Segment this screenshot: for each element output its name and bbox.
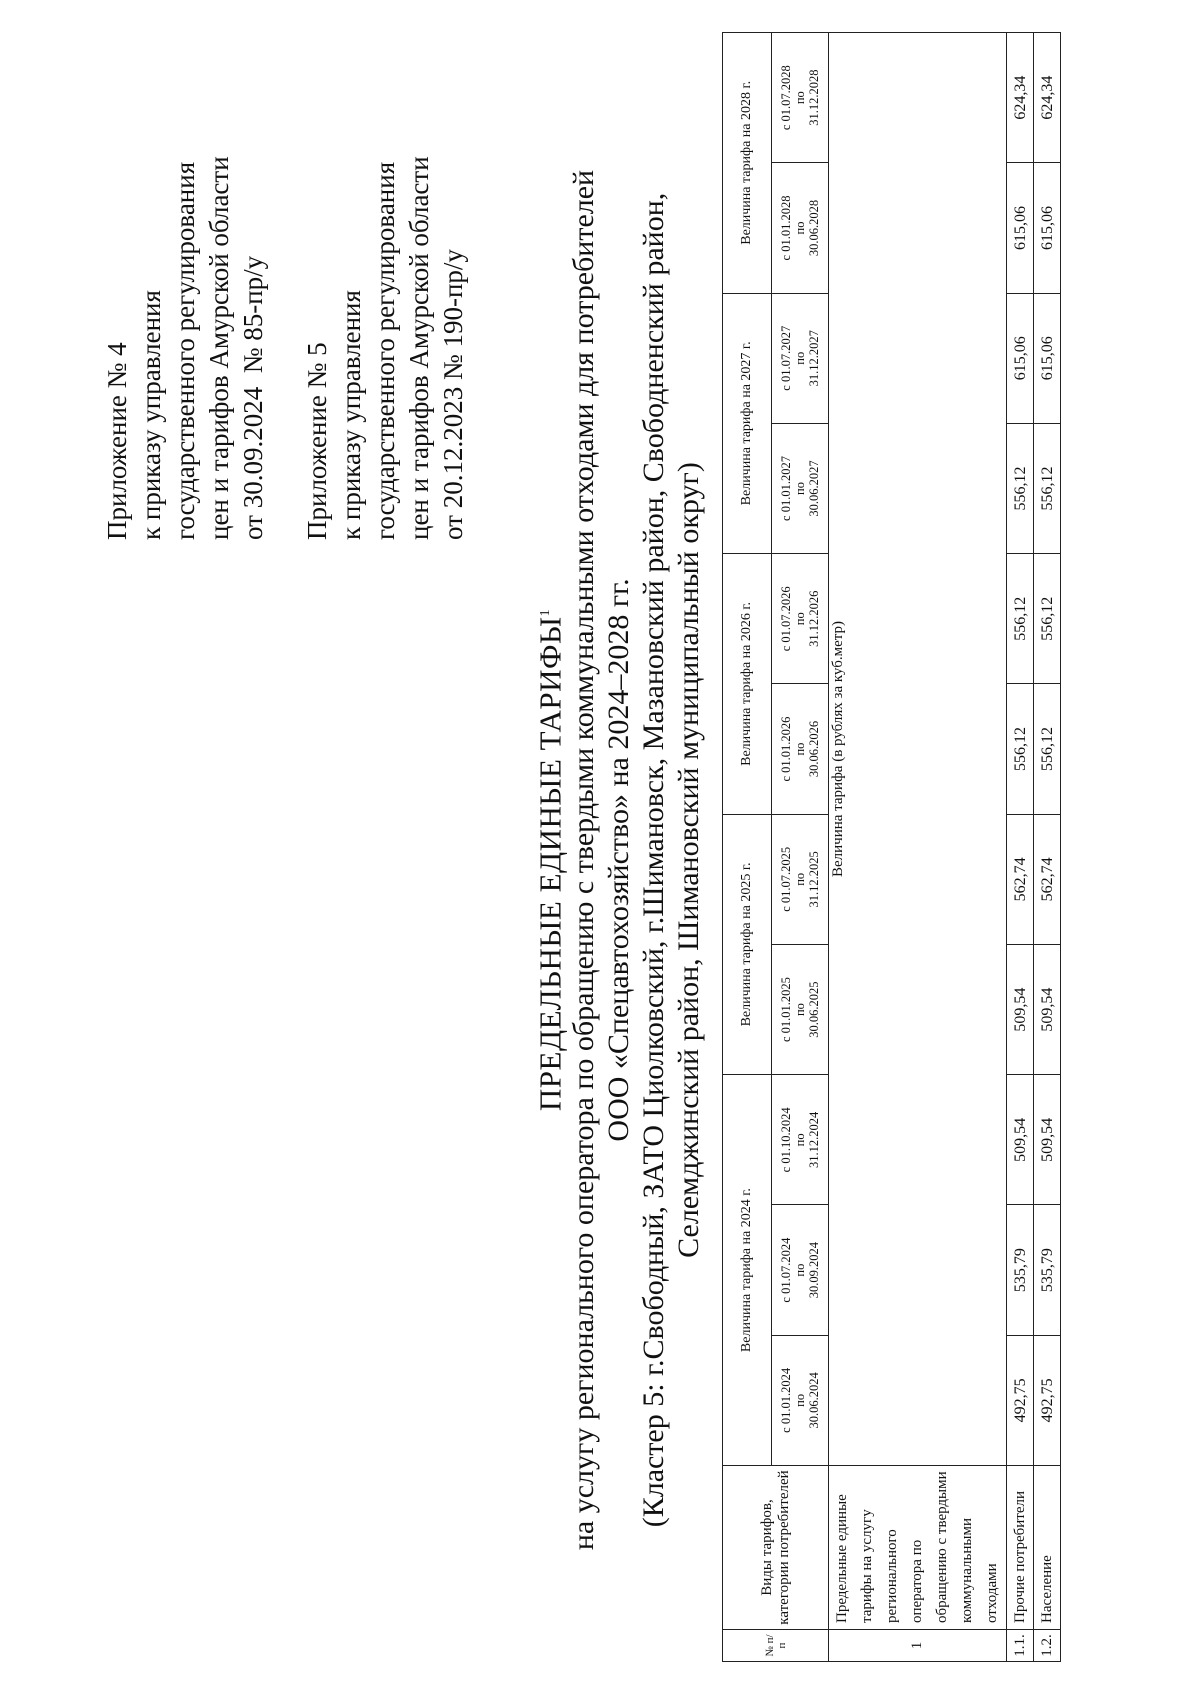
period-header [772, 684, 829, 814]
period-from: с 01.07.2025 [779, 846, 793, 912]
period-to: 31.12.2026 [807, 590, 821, 647]
col-number-header: № п/п [723, 1630, 829, 1662]
table-body [829, 33, 1061, 1662]
appendix-5-line: Приложение № 5 [302, 342, 332, 540]
section-category-line: отходами [984, 1563, 1000, 1623]
appendix-4-line: Приложение № 4 [102, 342, 132, 540]
tariff-value-cell: 492,75 [1034, 1335, 1061, 1465]
row-number: 1.1. [1007, 1630, 1034, 1662]
tariff-value-cell: 615,06 [1034, 293, 1061, 423]
title-footnote-mark: 1 [538, 608, 553, 617]
period-to: 31.12.2025 [807, 851, 821, 908]
subtitle-line-1: на услугу регионального оператора по обращению с твердыми коммунальными отходами для потребителей [567, 169, 600, 1551]
tariff-value-cell: 556,12 [1007, 554, 1034, 684]
period-by: по [793, 872, 807, 886]
appendix-4-block [100, 156, 270, 540]
period-from: с 01.01.2028 [779, 195, 793, 261]
subtitle-line-3: (Кластер 5: г.Свободный, ЗАТО Циолковский, г.Шимановск, Мазановский район, Свободненский район, [637, 192, 670, 1528]
period-to: 31.12.2024 [807, 1111, 821, 1168]
section-category-line: обращению с твердыми [934, 1471, 950, 1623]
period-header [772, 1205, 829, 1335]
section-category-line: коммунальными [959, 1518, 975, 1623]
year-header-row [723, 33, 772, 1662]
period-from: с 01.07.2024 [779, 1237, 793, 1303]
tariff-value-cell: 615,06 [1007, 293, 1034, 423]
period-header [772, 814, 829, 944]
table-row [1034, 33, 1061, 1662]
period-from: с 01.01.2027 [779, 456, 793, 521]
tariff-value-cell: 509,54 [1034, 944, 1061, 1074]
year-header: Величина тарифа на 2028 г. [723, 33, 772, 294]
period-header-row [772, 33, 829, 1662]
appendix-4-line: от 30.09.2024 № 85-пр/у [238, 255, 268, 540]
tariff-value-cell: 556,12 [1034, 423, 1061, 553]
period-header [772, 163, 829, 293]
unit-note: Величина тарифа (в рублях за куб.метр) [829, 33, 1007, 1466]
row-number: 1.2. [1034, 1630, 1061, 1662]
period-header [772, 33, 829, 163]
tariff-value-cell: 615,06 [1007, 163, 1034, 293]
period-to: 31.12.2028 [807, 69, 821, 126]
period-to: 30.06.2027 [807, 460, 821, 517]
section-number: 1 [829, 1630, 1007, 1662]
appendix-5-line: от 20.12.2023 № 190-пр/у [438, 249, 468, 540]
section-category-line: Предельные единые [834, 1494, 850, 1623]
tariff-value-cell: 509,54 [1007, 944, 1034, 1074]
tariff-value-cell: 556,12 [1034, 684, 1061, 814]
tariff-value-cell: 509,54 [1034, 1075, 1061, 1205]
subtitle-line-4: Селемджинский район, Шимановский муниципальный округ) [672, 462, 705, 1258]
table-row [1007, 33, 1034, 1662]
period-header [772, 1335, 829, 1465]
tariff-value-cell: 509,54 [1007, 1075, 1034, 1205]
appendix-5-block [300, 156, 470, 540]
period-by: по [793, 1133, 807, 1147]
period-by: по [793, 221, 807, 235]
section-row [829, 33, 1007, 1662]
section-category [829, 1466, 1007, 1630]
tariff-value-cell: 624,34 [1007, 33, 1034, 163]
tariff-value-cell: 535,79 [1034, 1205, 1061, 1335]
appendix-4-line: цен и тарифов Амурской области [204, 156, 234, 540]
tariff-table [722, 32, 1061, 1662]
appendix-4-line: к приказу управления [136, 290, 166, 540]
period-by: по [793, 1263, 807, 1277]
year-header: Величина тарифа на 2024 г. [723, 1075, 772, 1466]
period-header [772, 944, 829, 1074]
period-to: 31.12.2027 [807, 330, 821, 387]
period-from: с 01.01.2024 [779, 1367, 793, 1433]
period-by: по [793, 1393, 807, 1407]
period-header [772, 293, 829, 423]
document-title-text: ПРЕДЕЛЬНЫЕ ЕДИНЫЕ ТАРИФЫ [532, 616, 568, 1112]
tariff-value-cell: 562,74 [1034, 814, 1061, 944]
period-by: по [793, 351, 807, 365]
year-header: Величина тарифа на 2026 г. [723, 554, 772, 815]
period-from: с 01.01.2026 [779, 716, 793, 782]
period-from: с 01.07.2027 [779, 325, 793, 391]
period-to: 30.06.2025 [807, 981, 821, 1038]
period-header [772, 423, 829, 553]
period-from: с 01.10.2024 [779, 1107, 793, 1173]
tariff-value-cell: 556,12 [1007, 423, 1034, 553]
tariff-value-cell: 562,74 [1007, 814, 1034, 944]
period-by: по [793, 91, 807, 105]
appendix-5-line: государственного регулирования [370, 161, 400, 540]
appendix-4-line: государственного регулирования [170, 161, 200, 540]
section-category-line: тарифы на услугу [859, 1509, 875, 1623]
appendix-5-line: цен и тарифов Амурской области [404, 156, 434, 540]
row-category: Население [1034, 1466, 1061, 1630]
period-from: с 01.07.2028 [779, 65, 793, 131]
col-category-header: Виды тарифов, категории потребителей [723, 1466, 829, 1630]
period-header [772, 554, 829, 684]
period-to: 30.09.2024 [807, 1241, 821, 1299]
document-title [528, 20, 567, 1700]
period-from: с 01.01.2025 [779, 977, 793, 1043]
tariff-value-cell: 624,34 [1034, 33, 1061, 163]
row-category: Прочие потребители [1007, 1466, 1034, 1630]
tariff-value-cell: 556,12 [1034, 554, 1061, 684]
section-category-line: регионального [884, 1529, 900, 1623]
year-header: Величина тарифа на 2027 г. [723, 293, 772, 554]
period-from: с 01.07.2026 [779, 586, 793, 652]
year-header: Величина тарифа на 2025 г. [723, 814, 772, 1075]
tariff-value-cell: 492,75 [1007, 1335, 1034, 1465]
tariff-value-cell: 615,06 [1034, 163, 1061, 293]
section-category-line: оператора по [909, 1539, 925, 1623]
period-by: по [793, 482, 807, 495]
period-by: по [793, 742, 807, 756]
tariff-value-cell: 535,79 [1007, 1205, 1034, 1335]
period-to: 30.06.2026 [807, 720, 821, 778]
tariff-value-cell: 556,12 [1007, 684, 1034, 814]
appendix-5-line: к приказу управления [336, 290, 366, 540]
subtitle-line-2: ООО «Спецавтохозяйство» на 2024–2028 гг. [602, 578, 635, 1142]
period-header [772, 1075, 829, 1205]
period-by: по [793, 612, 807, 626]
period-by: по [793, 1003, 807, 1017]
period-to: 30.06.2028 [807, 199, 821, 257]
period-to: 30.06.2024 [807, 1372, 821, 1429]
